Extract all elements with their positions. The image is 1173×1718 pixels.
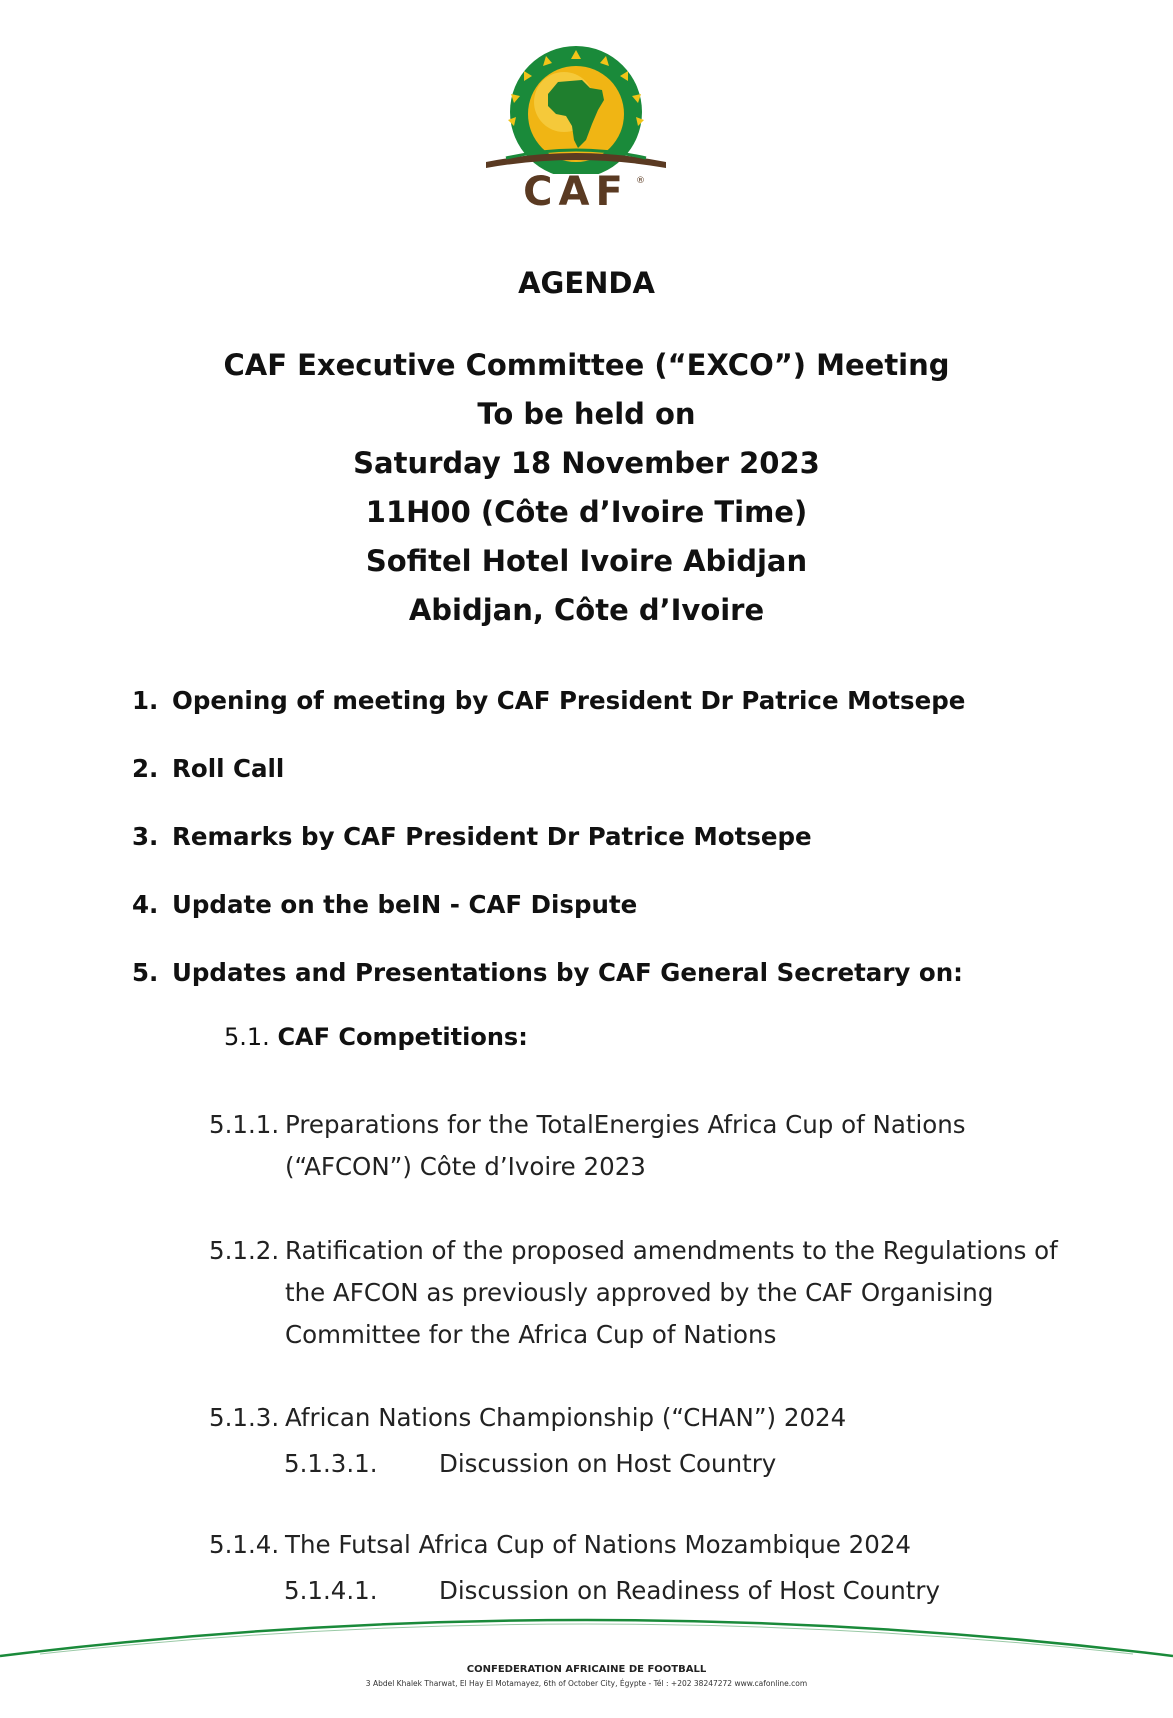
- footer-address: 3 Abdel Khalek Tharwat, El Hay El Motamayez, 6th of October City, Égypte - Tél : +202 38247272 www.cafonline.com: [365, 1679, 808, 1688]
- subitem-number: 5.1.2.: [209, 1236, 280, 1265]
- subitem-text: The Futsal Africa Cup of Nations Mozambique 2024: [285, 1530, 911, 1559]
- subitem-text: Preparations for the TotalEnergies Africa Cup of Nations (“AFCON”) Côte d’Ivoire 2023: [285, 1110, 966, 1181]
- item-number: 4.: [132, 890, 159, 919]
- agenda-item: [132, 822, 812, 851]
- subitem-number: 5.1.4.: [209, 1530, 280, 1559]
- item-number: 1.: [132, 686, 159, 715]
- caf-emblem-icon: [486, 44, 666, 174]
- item-text: Updates and Presentations by CAF General Secretary on:: [172, 958, 963, 987]
- deep-item-text: Discussion on Readiness of Host Country: [439, 1576, 940, 1605]
- section-number: 5.1.: [224, 1023, 270, 1051]
- subitem-text: African Nations Championship (“CHAN”) 2024: [285, 1403, 847, 1432]
- agenda-item: [132, 958, 963, 987]
- item-number: 2.: [132, 754, 159, 783]
- meeting-title: CAF Executive Committee (“EXCO”) Meeting: [223, 348, 950, 382]
- caf-logo: [486, 44, 666, 214]
- registered-mark: ®: [636, 176, 645, 186]
- item-text: Opening of meeting by CAF President Dr Patrice Motsepe: [172, 686, 966, 715]
- logo-wordmark: CAF: [523, 169, 629, 215]
- held-on-line: To be held on: [477, 397, 696, 431]
- agenda-item: [132, 686, 965, 715]
- subitem-number: 5.1.1.: [209, 1110, 280, 1139]
- item-text: Remarks by CAF President Dr Patrice Motsepe: [172, 822, 812, 851]
- item-text: Update on the beIN - CAF Dispute: [172, 890, 638, 919]
- item-text: Roll Call: [172, 754, 285, 783]
- footer-organization: CONFEDERATION AFRICAINE DE FOOTBALL: [466, 1664, 707, 1675]
- section-text: CAF Competitions:: [277, 1023, 528, 1051]
- deep-item-number: 5.1.4.1.: [284, 1576, 378, 1605]
- meeting-time: 11H00 (Côte d’Ivoire Time): [365, 495, 808, 529]
- section-heading: [224, 1023, 528, 1051]
- item-number: 5.: [132, 958, 159, 987]
- deep-item-number: 5.1.3.1.: [284, 1449, 378, 1478]
- agenda-item: [132, 754, 284, 783]
- footer-divider: [0, 1590, 1173, 1670]
- deep-item-text: Discussion on Host Country: [439, 1449, 777, 1478]
- agenda-item: [132, 890, 637, 919]
- meeting-city: Abidjan, Côte d’Ivoire: [408, 593, 765, 627]
- meeting-venue: Sofitel Hotel Ivoire Abidjan: [365, 544, 808, 578]
- item-number: 3.: [132, 822, 159, 851]
- subitem-number: 5.1.3.: [209, 1403, 280, 1432]
- meeting-date: Saturday 18 November 2023: [353, 446, 820, 480]
- subitem-text: Ratification of the proposed amendments to the Regulations of the AFCON as previously approved by the CAF Organising Committee for the Africa Cup of Nations: [285, 1236, 1058, 1349]
- agenda-title: AGENDA: [518, 266, 655, 300]
